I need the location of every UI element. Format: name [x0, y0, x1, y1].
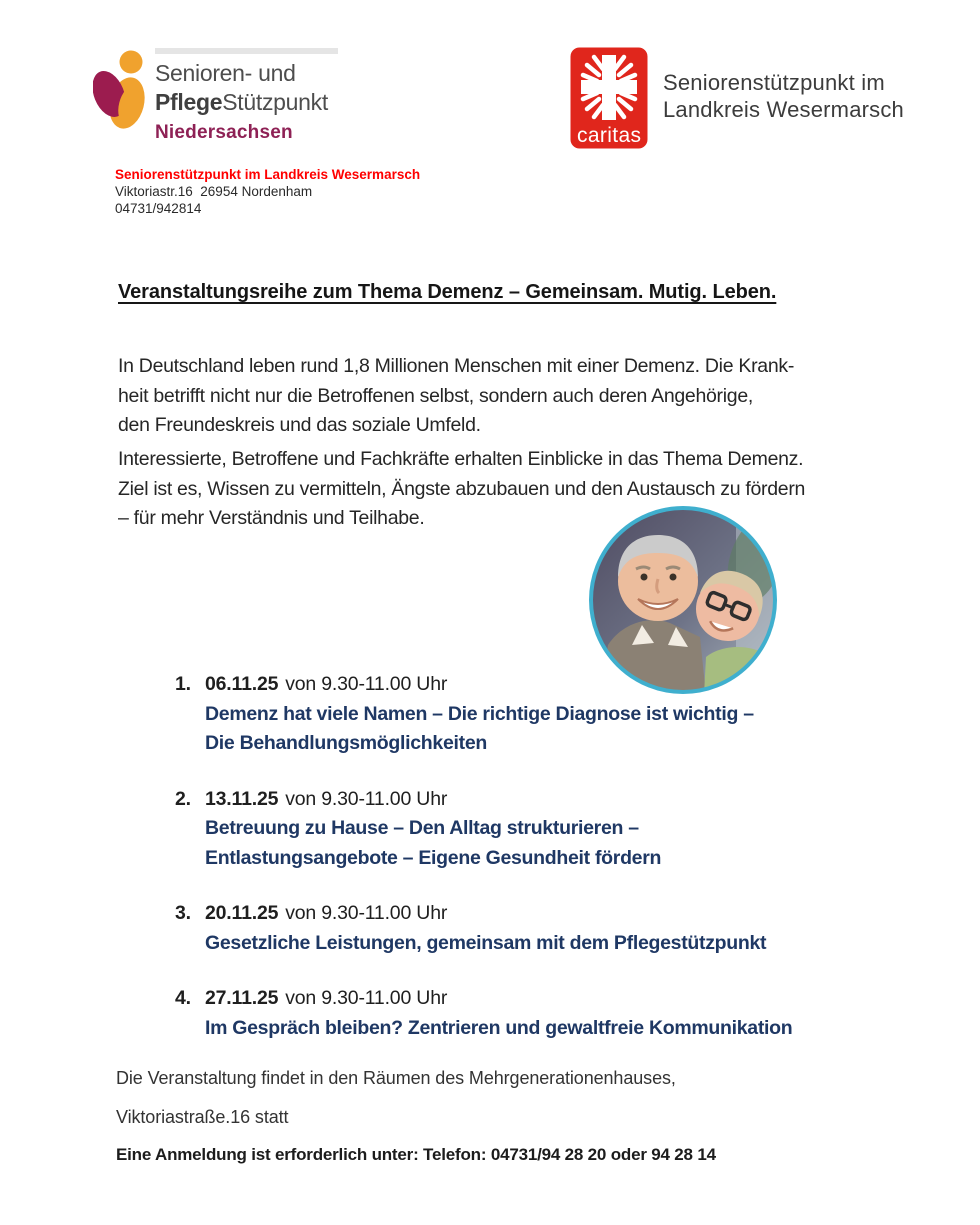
- event-number: 3.: [175, 902, 191, 924]
- event-number: 1.: [175, 673, 191, 695]
- event-item-2: [175, 785, 792, 874]
- spn-logo-text: [155, 47, 328, 147]
- paragraph-line: – für mehr Verständnis und Teilhabe.: [118, 507, 425, 529]
- spn-logo-line2-bold: Pflege: [155, 89, 223, 115]
- event-time: von 9.30-11.00 Uhr: [285, 987, 448, 1009]
- spn-logo-line2-rest: Stützpunkt: [222, 89, 328, 115]
- event-number: 2.: [175, 787, 191, 810]
- event-topic-line: Betreuung zu Hause – Den Alltag strukturieren –: [205, 817, 639, 839]
- caritas-header: [570, 47, 904, 149]
- event-time: von 9.30-11.00 Uhr: [285, 787, 448, 810]
- caritas-org-name: [663, 47, 904, 149]
- paragraph-line: Ziel ist es, Wissen zu vermitteln, Ängste abzubauen und den Austausch zu fördern: [118, 477, 806, 500]
- spn-logo-icon: [93, 47, 147, 135]
- event-date: 27.11.25: [205, 987, 279, 1009]
- event-list: [175, 670, 792, 1069]
- event-topic-line: Die Behandlungsmöglichkeiten: [205, 732, 487, 754]
- caritas-org-line2: Landkreis Wesermarsch: [663, 97, 904, 122]
- address-street-line: Viktoriastr.16 26954 Nordenham: [115, 184, 313, 199]
- paragraph-line: heit betrifft nicht nur die Betroffenen selbst, sondern auch deren Angehörige,: [118, 384, 753, 407]
- venue-line-2: Viktoriastraße.16 statt: [116, 1107, 289, 1127]
- elderly-couple-photo: [588, 505, 778, 695]
- venue-line-1: Die Veranstaltung findet in den Räumen des Mehrgenerationenhauses,: [116, 1068, 676, 1088]
- event-item-1: [175, 670, 792, 759]
- paragraph-line: Interessierte, Betroffene und Fachkräfte erhalten Einblicke in das Thema Demenz.: [118, 448, 804, 470]
- event-topic-line: Gesetzliche Leistungen, gemeinsam mit dem Pflegestützpunkt: [205, 931, 767, 954]
- spn-logo: [93, 47, 328, 147]
- contact-address-block: [115, 166, 420, 217]
- spn-logo-line1: Senioren- und: [155, 60, 296, 86]
- event-time: von 9.30-11.00 Uhr: [285, 673, 448, 695]
- event-date: 06.11.25: [205, 673, 279, 695]
- event-date-line: [175, 899, 792, 929]
- event-topic-line: Demenz hat viele Namen – Die richtige Diagnose ist wichtig –: [205, 702, 754, 725]
- address-org-line: Seniorenstützpunkt im Landkreis Wesermarsch: [115, 167, 421, 182]
- event-date: 13.11.25: [205, 787, 279, 810]
- event-item-3: [175, 899, 792, 958]
- paragraph-line: den Freundeskreis und das soziale Umfeld.: [118, 414, 481, 436]
- address-phone-line: 04731/942814: [115, 201, 202, 216]
- paragraph-line: In Deutschland leben rund 1,8 Millionen Menschen mit einer Demenz. Die Krank-: [118, 355, 795, 377]
- event-date-line: [175, 670, 792, 700]
- caritas-org-line1: Seniorenstützpunkt im: [663, 70, 885, 95]
- event-item-4: [175, 984, 792, 1043]
- spn-logo-line2: [155, 88, 328, 117]
- event-time: von 9.30-11.00 Uhr: [285, 902, 448, 924]
- caritas-wordmark: caritas: [577, 124, 641, 147]
- registration-line: Eine Anmeldung ist erforderlich unter: Telefon: 04731/94 28 20 oder 94 28 14: [116, 1145, 716, 1164]
- event-date: 20.11.25: [205, 902, 279, 924]
- spn-logo-region: Niedersachsen: [155, 122, 293, 143]
- event-date-line: [175, 984, 792, 1014]
- intro-paragraph-1: [118, 352, 794, 441]
- event-number: 4.: [175, 987, 191, 1009]
- page-title: Veranstaltungsreihe zum Thema Demenz – Gemeinsam. Mutig. Leben.: [118, 281, 777, 303]
- event-topic-line: Im Gespräch bleiben? Zentrieren und gewaltfreie Kommunikation: [205, 1016, 793, 1039]
- caritas-flame-cross-icon: [570, 47, 648, 149]
- event-topic-line: Entlastungsangebote – Eigene Gesundheit fördern: [205, 846, 662, 869]
- event-date-line: [175, 785, 792, 815]
